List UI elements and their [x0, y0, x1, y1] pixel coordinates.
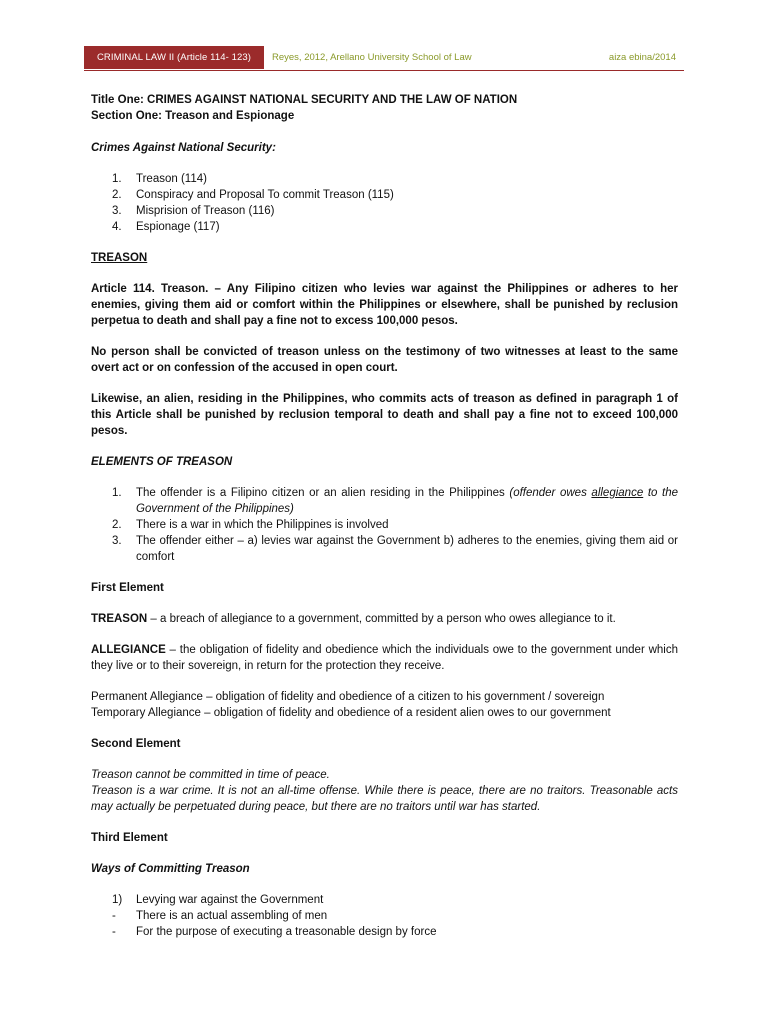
ways-heading: Ways of Committing Treason [91, 863, 250, 875]
author-label: aiza ebina/2014 [608, 52, 676, 63]
war-crime-paragraph: Treason is a war crime. It is not an all-time offense. While there is peace, there are no traitors. Treasonable acts may actually be perpetuated during peace, but there are no traitors until war has started. [91, 785, 678, 813]
third-element-heading: Third Element [91, 832, 168, 844]
no-person-paragraph: No person shall be convicted of treason unless on the testimony of two witnesses at least to the same overt act or on confession of the accused in open court. [91, 346, 678, 374]
title-line: Title One: CRIMES AGAINST NATIONAL SECURITY AND THE LAW OF NATION [91, 94, 518, 106]
list-item: 1. The offender is a Filipino citizen or an alien residing in the Philippines (offender owes allegiance to the Government of the Philippines) [112, 487, 678, 515]
peace-line: Treason cannot be committed in time of peace. [91, 769, 330, 781]
course-label: CRIMINAL LAW II (Article 114- 123) [84, 46, 264, 69]
page-header [84, 46, 684, 71]
crimes-list [91, 171, 678, 235]
ways-list [91, 892, 678, 940]
crimes-heading: Crimes Against National Security: [91, 142, 276, 154]
elements-heading: ELEMENTS OF TREASON [91, 456, 233, 468]
likewise-paragraph: Likewise, an alien, residing in the Philippines, who commits acts of treason as defined in paragraph 1 of this Article shall be punished by reclusion temporal to death and shall pay a fine not to exceed 100,000 pesos. [91, 393, 678, 437]
list-item: 2. Conspiracy and Proposal To commit Treason (115) [112, 189, 394, 201]
temporary-allegiance: Temporary Allegiance – obligation of fidelity and obedience of a resident alien owes to our government [91, 707, 611, 719]
treason-definition: TREASON – a breach of allegiance to a government, committed by a person who owes allegiance to it. [91, 613, 616, 625]
article-114: Article 114. Treason. – Any Filipino citizen who levies war against the Philippines or adheres to her enemies, giving them aid or comfort within the Philippines or elsewhere, shall be punished by reclusion perpetua to death and shall pay a fine not to excess 100,000 pesos. [91, 283, 678, 327]
list-item: - There is an actual assembling of men [112, 910, 328, 922]
list-item: - For the purpose of executing a treasonable design by force [112, 926, 437, 938]
document-body [91, 92, 678, 940]
list-item: 3. The offender either – a) levies war against the Government b) adheres to the enemies, giving them aid or comfort [112, 535, 678, 563]
list-item: 2. There is a war in which the Philippines is involved [112, 519, 389, 531]
list-item: 1. Treason (114) [112, 173, 207, 185]
reference-label: Reyes, 2012, Arellano University School of Law [272, 52, 472, 63]
first-element-heading: First Element [91, 582, 164, 594]
list-item: 4. Espionage (117) [112, 221, 220, 233]
elements-list [91, 485, 678, 565]
list-item: 1) Levying war against the Government [112, 894, 324, 906]
second-element-heading: Second Element [91, 738, 181, 750]
list-item: 3. Misprision of Treason (116) [112, 205, 275, 217]
allegiance-definition: ALLEGIANCE – the obligation of fidelity and obedience which the individuals owe to the government under which they live or to their sovereign, in return for the protection they receive. [91, 644, 678, 672]
treason-heading: TREASON [91, 252, 148, 264]
permanent-allegiance: Permanent Allegiance – obligation of fidelity and obedience of a citizen to his government / sovereign [91, 691, 605, 703]
section-line: Section One: Treason and Espionage [91, 110, 295, 122]
